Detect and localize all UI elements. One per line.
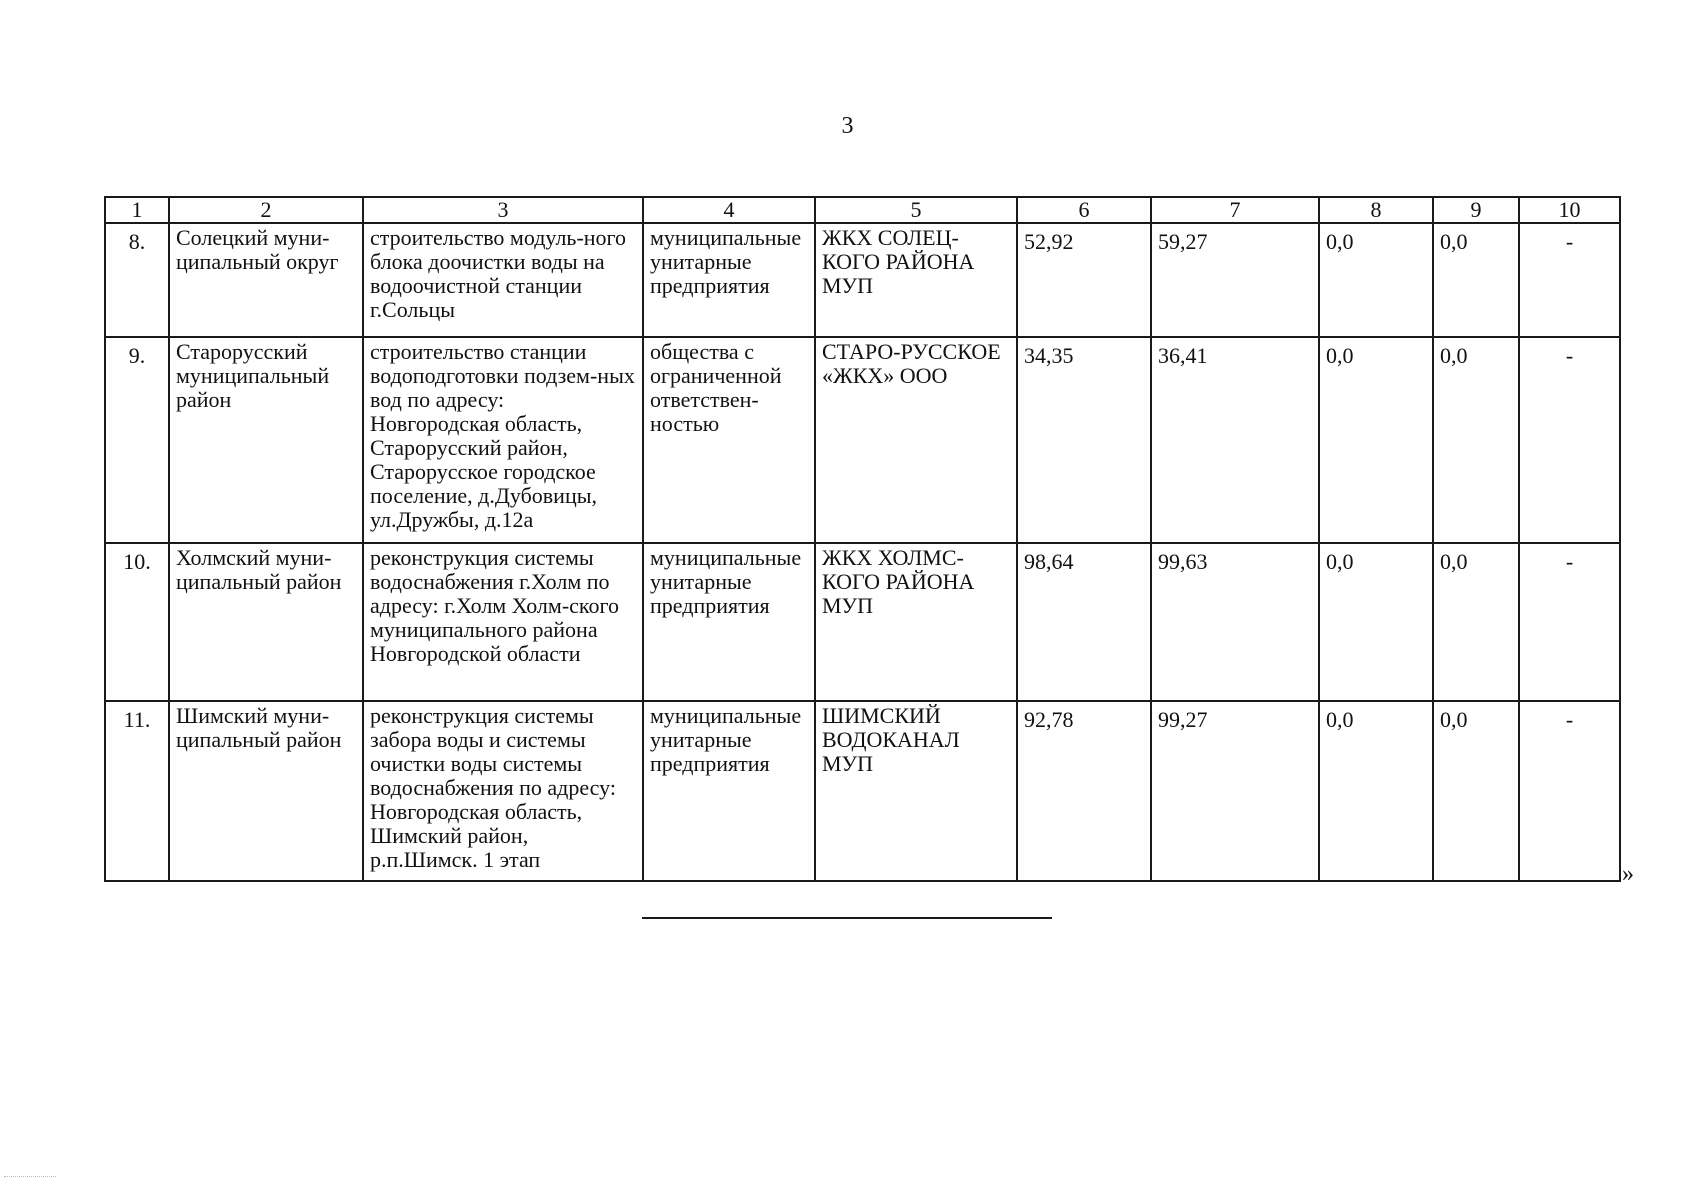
value-col6: 34,35 <box>1017 337 1151 543</box>
org-type-cell: муниципальные унитарные предприятия <box>643 701 815 881</box>
value-col10: - <box>1519 223 1620 337</box>
org-name-cell: ЖКХ ХОЛМС-КОГО РАЙОНА МУП <box>815 543 1017 701</box>
data-table <box>104 196 1621 882</box>
row-number: 10. <box>105 543 169 701</box>
column-number-row <box>105 197 1620 223</box>
column-header: 10 <box>1519 197 1620 223</box>
column-header: 9 <box>1433 197 1519 223</box>
row-number: 9. <box>105 337 169 543</box>
table-row <box>105 223 1620 337</box>
value-col8: 0,0 <box>1319 337 1433 543</box>
project-cell: строительство станции водоподготовки подзем-ных вод по адресу: Новгородская область, Старорусский район, Старорусское городское поселение, д.Дубовицы, ул.Дружбы, д.12а <box>363 337 643 543</box>
value-col9: 0,0 <box>1433 337 1519 543</box>
value-col9: 0,0 <box>1433 701 1519 881</box>
project-cell: строительство модуль-ного блока доочистки воды на водоочистной станции г.Сольцы <box>363 223 643 337</box>
table-row <box>105 543 1620 701</box>
value-col8: 0,0 <box>1319 223 1433 337</box>
column-header: 5 <box>815 197 1017 223</box>
column-header: 3 <box>363 197 643 223</box>
value-col9: 0,0 <box>1433 543 1519 701</box>
column-header: 6 <box>1017 197 1151 223</box>
district-cell: Солецкий муни-ципальный округ <box>169 223 363 337</box>
column-header: 8 <box>1319 197 1433 223</box>
end-of-document-line <box>642 917 1052 919</box>
org-type-cell: общества с ограниченной ответствен-ностью <box>643 337 815 543</box>
table-row <box>105 337 1620 543</box>
value-col6: 92,78 <box>1017 701 1151 881</box>
closing-quote: » <box>1622 861 1634 887</box>
value-col7: 99,27 <box>1151 701 1319 881</box>
column-header: 2 <box>169 197 363 223</box>
column-header: 7 <box>1151 197 1319 223</box>
project-cell: реконструкция системы водоснабжения г.Холм по адресу: г.Холм Холм-ского муниципального района Новгородской области <box>363 543 643 701</box>
value-col7: 59,27 <box>1151 223 1319 337</box>
table-row <box>105 701 1620 881</box>
district-cell: Шимский муни-ципальный район <box>169 701 363 881</box>
value-col6: 98,64 <box>1017 543 1151 701</box>
project-cell: реконструкция системы забора воды и системы очистки воды системы водоснабжения по адресу: Новгородская область, Шимский район, р.п.Шимск. 1 этап <box>363 701 643 881</box>
org-name-cell: ЖКХ СОЛЕЦ-КОГО РАЙОНА МУП <box>815 223 1017 337</box>
org-type-cell: муниципальные унитарные предприятия <box>643 543 815 701</box>
org-type-cell: муниципальные унитарные предприятия <box>643 223 815 337</box>
row-number: 8. <box>105 223 169 337</box>
district-cell: Старорусский муниципальный район <box>169 337 363 543</box>
value-col7: 36,41 <box>1151 337 1319 543</box>
page-number: 3 <box>841 113 854 139</box>
org-name-cell: СТАРО-РУССКОЕ «ЖКХ» ООО <box>815 337 1017 543</box>
value-col9: 0,0 <box>1433 223 1519 337</box>
value-col10: - <box>1519 701 1620 881</box>
value-col7: 99,63 <box>1151 543 1319 701</box>
row-number: 11. <box>105 701 169 881</box>
org-name-cell: ШИМСКИЙ ВОДОКАНАЛ МУП <box>815 701 1017 881</box>
value-col8: 0,0 <box>1319 543 1433 701</box>
column-header: 4 <box>643 197 815 223</box>
column-header: 1 <box>105 197 169 223</box>
value-col10: - <box>1519 543 1620 701</box>
value-col6: 52,92 <box>1017 223 1151 337</box>
value-col8: 0,0 <box>1319 701 1433 881</box>
scan-mark <box>4 1176 56 1177</box>
value-col10: - <box>1519 337 1620 543</box>
district-cell: Холмский муни-ципальный район <box>169 543 363 701</box>
